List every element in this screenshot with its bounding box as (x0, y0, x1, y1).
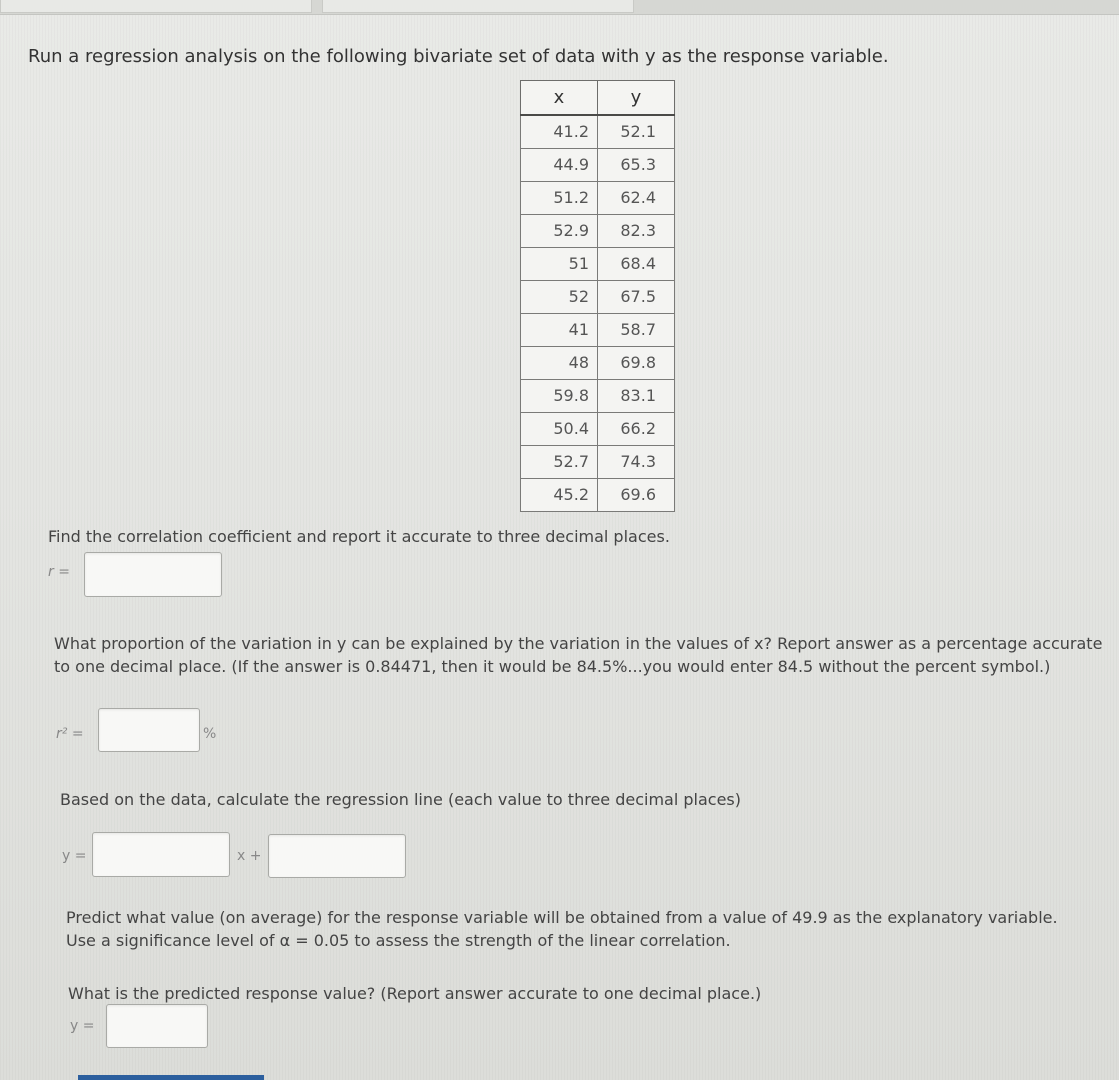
x-value: 45.2 (521, 478, 598, 511)
y-value: 66.2 (598, 412, 675, 445)
y-value: 69.6 (598, 478, 675, 511)
browser-tab[interactable] (0, 0, 312, 13)
table-row (521, 445, 675, 478)
y-value: 74.3 (598, 445, 675, 478)
table-row (521, 313, 675, 346)
table-row (521, 148, 675, 181)
x-value: 59.8 (521, 379, 598, 412)
proportion-prompt: What proportion of the variation in y can be explained by the variation in the values of x? Report answer as a percentage accurate to one decimal place. (If the answer is 0.84471, then it would be 84.5%...you would enter 84.5 without the percent symbol.) (54, 634, 1103, 676)
correlation-prompt: Find the correlation coefficient and report it accurate to three decimal places. (48, 527, 670, 546)
predicted-answer-input[interactable] (106, 1004, 208, 1048)
intercept-answer-input[interactable] (268, 834, 406, 878)
y-value: 82.3 (598, 214, 675, 247)
r-squared-answer-input[interactable] (98, 708, 200, 752)
y-value: 83.1 (598, 379, 675, 412)
table-row (521, 115, 675, 148)
x-value: 41.2 (521, 115, 598, 148)
table-row (521, 214, 675, 247)
r-label: r = (48, 564, 70, 580)
column-header-x: x (521, 81, 598, 116)
table-row (521, 280, 675, 313)
slope-answer-input[interactable] (92, 832, 230, 877)
x-value: 52 (521, 280, 598, 313)
x-value: 44.9 (521, 148, 598, 181)
table-row (521, 379, 675, 412)
question-intro: Run a regression analysis on the following bivariate set of data with y as the response variable. (28, 46, 889, 67)
y-value: 69.8 (598, 346, 675, 379)
y-value: 65.3 (598, 148, 675, 181)
y-value: 62.4 (598, 181, 675, 214)
x-value: 48 (521, 346, 598, 379)
y-value: 68.4 (598, 247, 675, 280)
x-value: 52.7 (521, 445, 598, 478)
submit-button[interactable] (78, 1075, 264, 1080)
r-squared-label: r² = (56, 726, 84, 742)
x-value: 41 (521, 313, 598, 346)
prediction-prompt: Predict what value (on average) for the response variable will be obtained from a value of 49.9 as the explanatory variable. Use a significance level of α = 0.05 to assess the strength of the linear correlation. (66, 908, 1058, 950)
table-row (521, 346, 675, 379)
y-value: 58.7 (598, 313, 675, 346)
y-value: 67.5 (598, 280, 675, 313)
table-row (521, 412, 675, 445)
percent-symbol: % (203, 726, 217, 742)
x-value: 51 (521, 247, 598, 280)
y-equals-label: y = (62, 848, 87, 864)
correlation-answer-input[interactable] (84, 552, 222, 597)
table-header-row (521, 81, 675, 116)
regression-line-prompt: Based on the data, calculate the regression line (each value to three decimal places) (60, 790, 741, 809)
top-strip (0, 0, 1119, 15)
table-row (521, 181, 675, 214)
browser-tab[interactable] (322, 0, 634, 13)
x-value: 52.9 (521, 214, 598, 247)
table-row (521, 478, 675, 511)
x-value: 50.4 (521, 412, 598, 445)
y-value: 52.1 (598, 115, 675, 148)
data-table (520, 80, 675, 512)
predicted-value-question: What is the predicted response value? (Report answer accurate to one decimal place.) (68, 984, 762, 1003)
table-row (521, 247, 675, 280)
x-plus-label: x + (237, 848, 262, 864)
y-predicted-label: y = (70, 1018, 95, 1034)
x-value: 51.2 (521, 181, 598, 214)
column-header-y: y (598, 81, 675, 116)
